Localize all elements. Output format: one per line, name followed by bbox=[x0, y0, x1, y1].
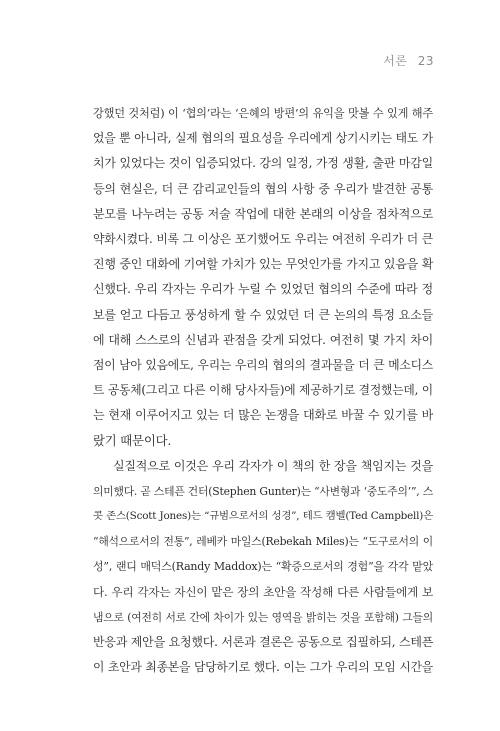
running-header bbox=[383, 52, 434, 69]
text-line: 반응과 제안을 요청했다. 서론과 결론은 공동으로 집필하되, 스테픈 bbox=[93, 634, 434, 649]
text-line: 트 공동체(그리고 다른 이해 당사자들)에 제공하기로 결정했는데, 이 bbox=[93, 383, 433, 398]
text-line: 등의 현실은, 더 큰 감리교인들의 협의 사항 중 우리가 발견한 공통 bbox=[93, 181, 433, 196]
text-line: 이 초안과 최종본을 담당하기로 했다. 이는 그가 우리의 모임 시간을 bbox=[93, 660, 433, 675]
text-line: 다. 우리 각자는 자신이 맡은 장의 초안을 작성해 다른 사람들에게 보 bbox=[93, 584, 433, 599]
text-line: 약화시켰다. 비록 그 이상은 포기했어도 우리는 여전히 우리가 더 큰 bbox=[93, 231, 433, 246]
text-line: 에 대해 스스로의 신념과 관점을 갖게 되었다. 여전히 몇 가지 차이 bbox=[93, 332, 433, 347]
text-line: 점이 남아 있음에도, 우리는 우리의 협의의 결과물을 더 큰 메소디스 bbox=[93, 357, 433, 372]
page-number: 23 bbox=[417, 54, 434, 68]
text-line: 의미했다. 곧 스테픈 건터(Stephen Gunter)는 “사변형과 ‘중도주의’”, 스 bbox=[93, 484, 433, 498]
section-title: 서론 bbox=[383, 54, 408, 68]
paragraph-1 bbox=[93, 101, 433, 454]
text-line: 콧 존스(Scott Jones)는 “규범으로서의 성경”, 테드 캠벨(Ted Campbell)은 bbox=[93, 510, 433, 522]
text-line: 강했던 것처럼) 이 ‘협의’라는 ‘은혜의 방편’의 유익을 맛볼 수 있게 해주 bbox=[93, 107, 433, 120]
text-line: 진행 중인 대화에 기여할 가치가 있는 무엇인가를 가지고 있음을 확 bbox=[93, 257, 434, 272]
text-line: “해석으로서의 전통”, 레베카 마일스(Rebekah Miles)는 “도구로서의 이 bbox=[93, 535, 433, 549]
text-line: 보를 얻고 다듬고 풍성하게 할 수 있었던 더 큰 논의의 특정 요소들 bbox=[93, 307, 433, 322]
text-line: 분모를 나누려는 공동 저술 작업에 대한 본래의 이상을 점차적으로 bbox=[93, 206, 433, 221]
body-text bbox=[93, 101, 433, 680]
text-line: 랐기 때문이다. bbox=[93, 433, 172, 449]
text-line: 는 현재 이루어지고 있는 더 많은 논쟁을 대화로 바꿀 수 있기를 바 bbox=[93, 408, 433, 423]
text-line: 신했다. 우리 각자는 우리가 누릴 수 있었던 협의의 수준에 따라 정 bbox=[93, 282, 433, 297]
text-line: 성”, 랜디 매덕스(Randy Maddox)는 “확증으로서의 경험”을 각각 맡았 bbox=[93, 560, 433, 574]
paragraph-2 bbox=[93, 454, 433, 681]
text-line: 었을 뿐 아니라, 실제 협의의 필요성을 우리에게 상기시키는 태도 가 bbox=[93, 131, 433, 146]
text-line: 치가 있었다는 것이 입증되었다. 강의 일정, 가정 생활, 출판 마감일 bbox=[93, 156, 433, 171]
text-line: 냄으로 (여전히 서로 간에 차이가 있는 영역을 밝히는 것을 포함해) 그들의 bbox=[93, 610, 433, 624]
text-line: 실질적으로 이것은 우리 각자가 이 책의 한 장을 책임지는 것을 bbox=[113, 458, 433, 473]
